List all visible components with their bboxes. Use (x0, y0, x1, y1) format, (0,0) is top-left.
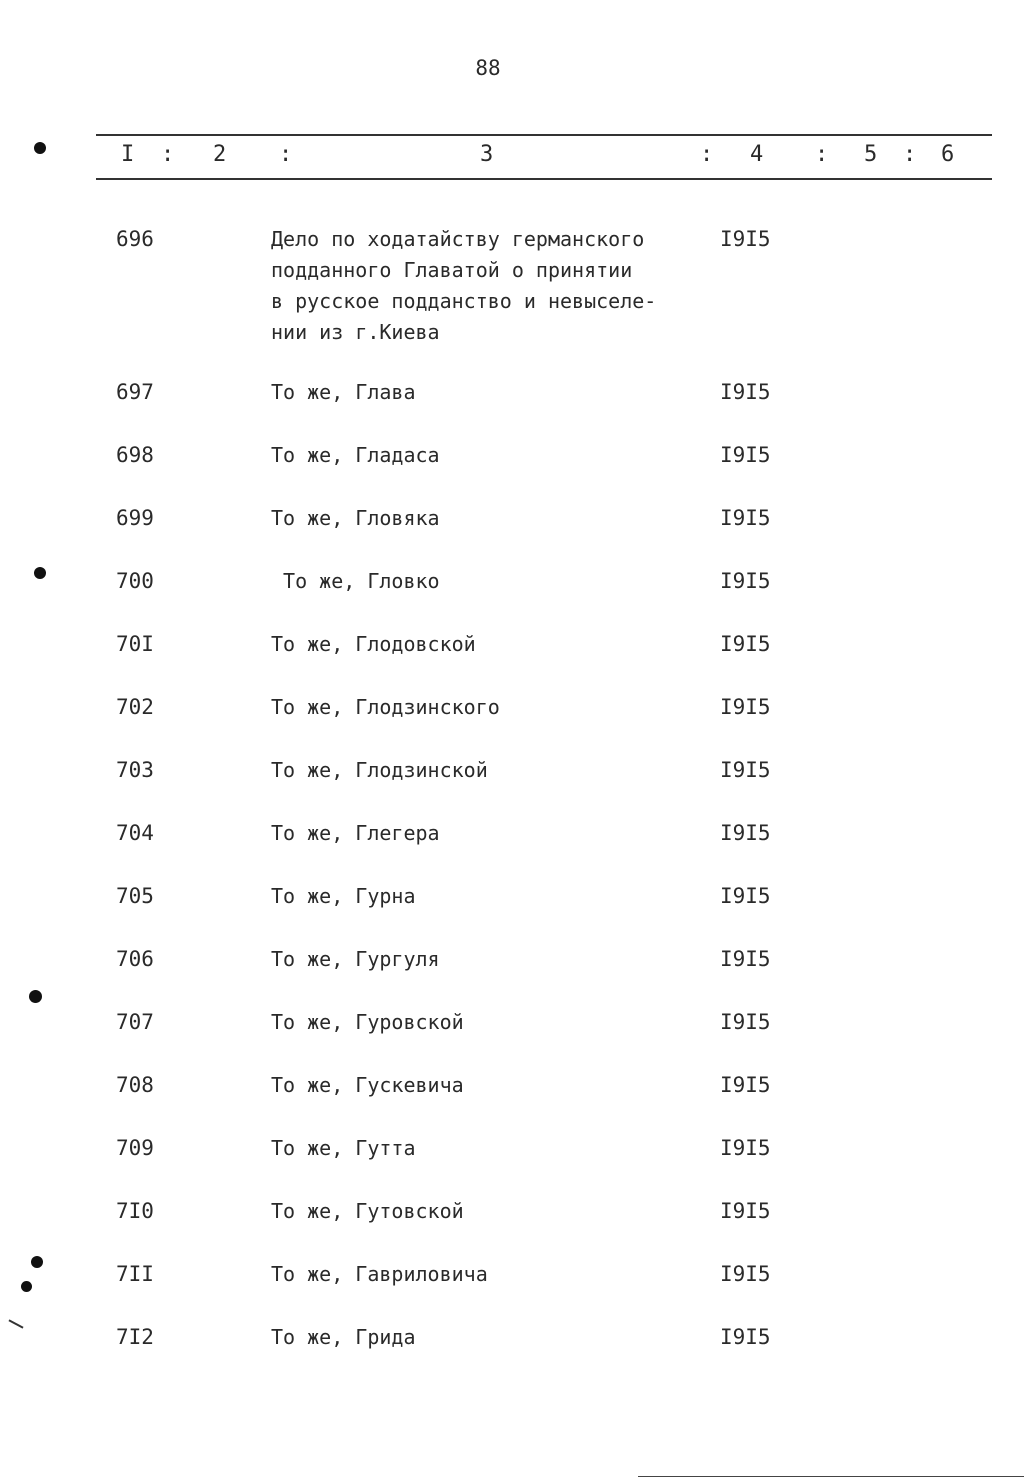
column-header-5: 5 (864, 142, 878, 167)
row-number: 697 (116, 380, 154, 404)
row-year: I9I5 (720, 1325, 771, 1349)
row-year: I9I5 (720, 1199, 771, 1223)
row-number: 699 (116, 506, 154, 530)
table-row (0, 629, 1024, 660)
column-header-4: 4 (750, 142, 764, 167)
column-header-6: 6 (941, 142, 955, 167)
row-number: 703 (116, 758, 154, 782)
table-row (0, 224, 1024, 348)
row-title: То же, Грида (271, 1325, 416, 1349)
row-title: То же, Глава (271, 380, 416, 404)
row-year: I9I5 (720, 821, 771, 845)
row-title: То же, Глодзинской (271, 758, 488, 782)
row-title: То же, Гловко (271, 569, 440, 593)
row-number: 7II (116, 1262, 154, 1286)
row-year: I9I5 (720, 1136, 771, 1160)
row-title: То же, Гускевича (271, 1073, 464, 1097)
table-row (0, 1070, 1024, 1101)
row-year: I9I5 (720, 632, 771, 656)
column-separator-4: : (815, 142, 829, 167)
table-row (0, 692, 1024, 723)
row-title: То же, Гавриловича (271, 1262, 488, 1286)
punch-hole-mark (31, 1256, 43, 1268)
table-row (0, 1259, 1024, 1290)
row-year: I9I5 (720, 1262, 771, 1286)
row-year: I9I5 (720, 758, 771, 782)
row-year: I9I5 (720, 443, 771, 467)
row-year: I9I5 (720, 884, 771, 908)
row-title: То же, Гладаса (271, 443, 440, 467)
row-number: 704 (116, 821, 154, 845)
row-year: I9I5 (720, 1010, 771, 1034)
row-title: То же, Гургуля (271, 947, 440, 971)
row-year: I9I5 (720, 947, 771, 971)
row-number: 700 (116, 569, 154, 593)
row-number: 705 (116, 884, 154, 908)
punch-hole-mark (34, 567, 46, 579)
table-row (0, 944, 1024, 975)
page-edge-line (638, 1476, 1024, 1477)
row-number: 7I2 (116, 1325, 154, 1349)
table-row (0, 818, 1024, 849)
page-number: 88 (475, 56, 501, 80)
row-year: I9I5 (720, 227, 771, 251)
column-separator-5: : (903, 142, 917, 167)
table-row (0, 1322, 1024, 1353)
row-title: То же, Гутта (271, 1136, 416, 1160)
header-bottom-rule (96, 178, 992, 180)
row-number: 70I (116, 632, 154, 656)
row-title: То же, Глодзинского (271, 695, 500, 719)
row-number: 702 (116, 695, 154, 719)
table-row (0, 1133, 1024, 1164)
row-number: 706 (116, 947, 154, 971)
header-top-rule (96, 134, 992, 136)
row-year: I9I5 (720, 1073, 771, 1097)
register-table (0, 224, 1024, 1385)
row-title: То же, Гуровской (271, 1010, 464, 1034)
table-row (0, 377, 1024, 408)
row-number: 698 (116, 443, 154, 467)
column-separator-2: : (279, 142, 293, 167)
row-title: То же, Гутовской (271, 1199, 464, 1223)
row-title: То же, Глодовской (271, 632, 476, 656)
row-title: То же, Гурна (271, 884, 416, 908)
row-title: То же, Глегера (271, 821, 440, 845)
row-year: I9I5 (720, 506, 771, 530)
table-row (0, 1007, 1024, 1038)
row-title: Дело по ходатайству германского подданного Главатой о принятии в русское подданство и невыселе- нии из г.Киева (271, 227, 657, 344)
row-number: 708 (116, 1073, 154, 1097)
punch-hole-mark (29, 990, 42, 1003)
row-number: 707 (116, 1010, 154, 1034)
row-number: 709 (116, 1136, 154, 1160)
column-header-2: 2 (213, 142, 227, 167)
table-row (0, 1196, 1024, 1227)
row-number: 7I0 (116, 1199, 154, 1223)
punch-hole-mark (21, 1281, 32, 1292)
column-header-1: I (121, 142, 135, 167)
row-year: I9I5 (720, 569, 771, 593)
table-row (0, 755, 1024, 786)
row-title: То же, Гловяка (271, 506, 440, 530)
table-row (0, 566, 1024, 597)
column-header-3: 3 (480, 142, 494, 167)
row-number: 696 (116, 227, 154, 251)
row-year: I9I5 (720, 380, 771, 404)
row-year: I9I5 (720, 695, 771, 719)
table-row (0, 440, 1024, 471)
table-row (0, 881, 1024, 912)
table-row (0, 503, 1024, 534)
punch-hole-mark (34, 142, 46, 154)
column-separator-3: : (700, 142, 714, 167)
column-separator-1: : (161, 142, 175, 167)
